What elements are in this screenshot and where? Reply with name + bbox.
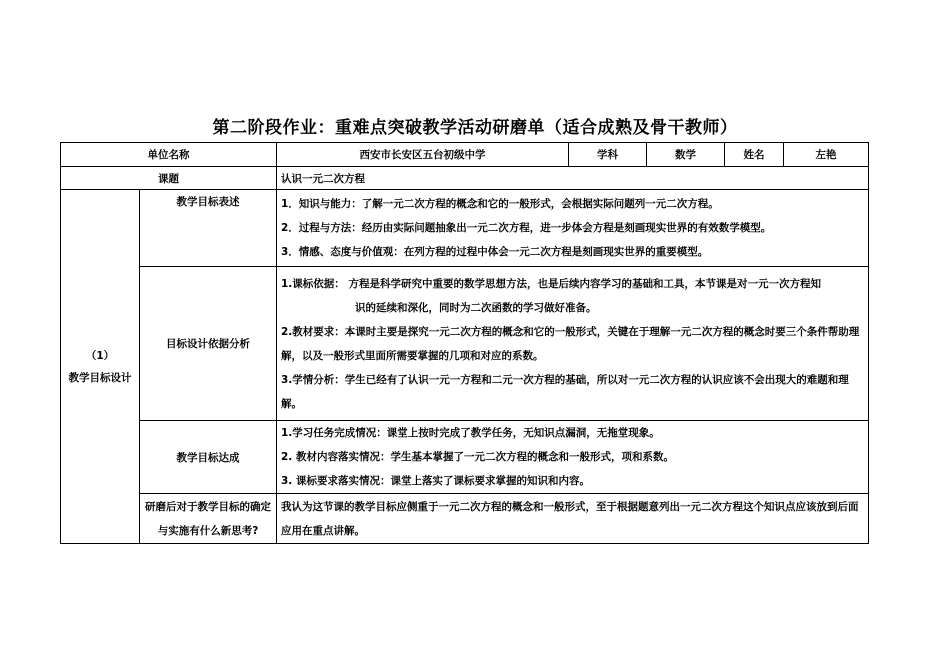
design-basis-label: 目标设计依据分析 xyxy=(140,267,277,421)
lesson-form-table xyxy=(60,142,869,544)
subject-label: 学科 xyxy=(569,143,647,167)
subject-value: 数学 xyxy=(647,143,725,167)
achievement-item: 1.学习任务完成情况：课堂上按时完成了教学任务，无知识点漏洞，无拖堂现象。 xyxy=(281,427,660,439)
goal-item: 3．情感、态度与价值观：在列方程的过程中体会一元二次方程是刻画现实世界的重要模型。 xyxy=(281,246,709,258)
basis-p1-line2: 识的延续和深化，同时为二次函数的学习做好准备。 xyxy=(355,301,597,314)
achievement-item: 3. 课标要求落实情况：课堂上落实了课标要求掌握的知识和内容。 xyxy=(281,475,590,487)
name-value: 左艳 xyxy=(784,143,869,167)
goal-item: 1．知识与能力：了解一元二次方程的概念和它的一般形式，会根据实际问题列一元二次方程。 xyxy=(281,198,719,210)
achievement-label: 教学目标达成 xyxy=(140,421,277,494)
section-cell xyxy=(61,190,140,544)
unit-value: 西安市长安区五台初级中学 xyxy=(277,143,569,167)
achievement-item: 2. 教材内容落实情况：学生基本掌握了一元二次方程的概念和一般形式，项和系数。 xyxy=(281,451,674,463)
reflection-content: 我认为这节课的教学目标应侧重于一元二次方程的概念和一般形式，至于根据题意列出一元二次方程这个知识点应该放到后面应用在重点讲解。 xyxy=(277,494,869,544)
topic-row xyxy=(61,167,869,190)
basis-p1-line1: 1.课标依据： 方程是科学研究中重要的数学思想方法，也是后续内容学习的基础和工具，本节课是对一元一次方程知 xyxy=(281,277,821,290)
basis-p3: 3.学情分析：学生已经有了认识一元一方程和二元一次方程的基础，所以对一元二次方程的认识应该不会出现大的难题和理解。 xyxy=(281,373,849,410)
unit-label: 单位名称 xyxy=(61,143,277,167)
reflection-row xyxy=(61,494,869,544)
goal-statement-row xyxy=(61,190,869,267)
page-title: 第二阶段作业：重难点突破教学活动研磨单（适合成熟及骨干教师） xyxy=(212,118,738,138)
achievement-content xyxy=(277,421,869,494)
goal-item: 2．过程与方法：经历由实际问题抽象出一元二次方程，进一步体会方程是刻画现实世界的有效数学模型。 xyxy=(281,222,772,234)
topic-value: 认识一元二次方程 xyxy=(277,167,869,190)
topic-label: 课题 xyxy=(61,167,277,190)
name-label: 姓名 xyxy=(725,143,784,167)
section-name: 教学目标设计 xyxy=(68,371,132,384)
header-row xyxy=(61,143,869,167)
goal-statement-label: 教学目标表述 xyxy=(140,190,277,267)
section-number: （1） xyxy=(85,349,115,362)
design-basis-content xyxy=(277,267,869,421)
achievement-row xyxy=(61,421,869,494)
goal-statement-content xyxy=(277,190,869,267)
basis-p2: 2.教材要求：本课时主要是探究一元二次方程的概念和它的一般形式，关键在于理解一元二次方程的概念时要三个条件帮助理解，以及一般形式里面所需要掌握的几项和对应的系数。 xyxy=(281,325,860,362)
design-basis-row xyxy=(61,267,869,421)
reflection-label: 研磨后对于教学目标的确定与实施有什么新思考? xyxy=(140,494,277,544)
